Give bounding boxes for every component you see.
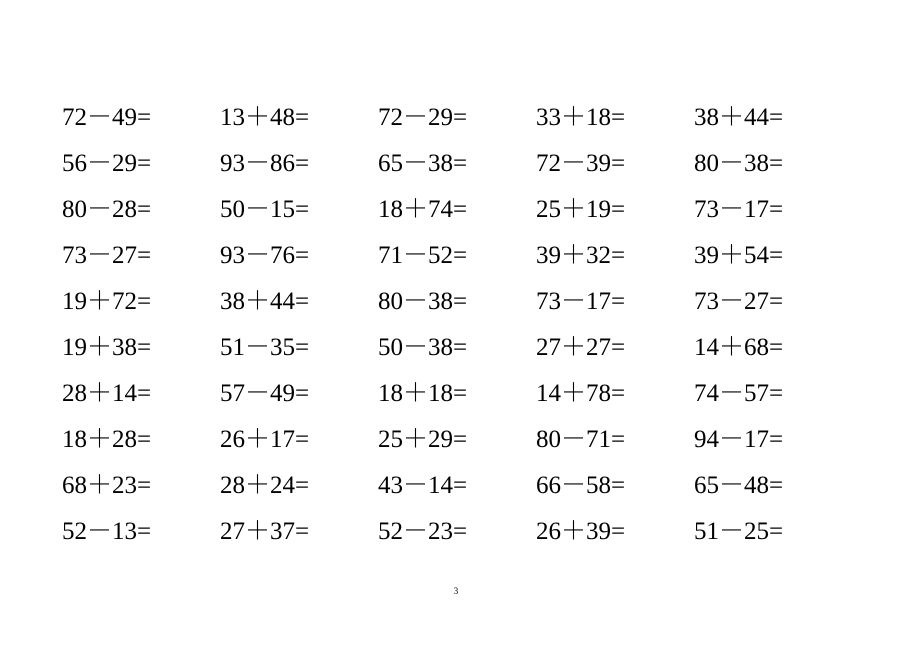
math-problem: 39＋54= (694, 242, 784, 269)
math-problem: 80－38= (694, 150, 784, 177)
math-problem: 18＋18= (378, 380, 468, 407)
math-problem: 14＋68= (694, 334, 784, 361)
math-problem: 74－57= (694, 380, 784, 407)
math-problem: 68＋23= (62, 472, 152, 499)
arithmetic-worksheet (62, 95, 862, 555)
math-problem: 28＋24= (220, 472, 310, 499)
math-problem: 27＋27= (536, 334, 626, 361)
math-problem: 39＋32= (536, 242, 626, 269)
math-problem: 14＋78= (536, 380, 626, 407)
problem-row (62, 371, 862, 417)
math-problem: 57－49= (220, 380, 310, 407)
math-problem: 65－38= (378, 150, 468, 177)
math-problem: 33＋18= (536, 104, 626, 131)
math-problem: 52－13= (62, 518, 152, 545)
math-problem: 80－71= (536, 426, 626, 453)
math-problem: 80－38= (378, 288, 468, 315)
math-problem: 43－14= (378, 472, 468, 499)
math-problem: 93－86= (220, 150, 310, 177)
math-problem: 93－76= (220, 242, 310, 269)
math-problem: 56－29= (62, 150, 152, 177)
math-problem: 50－15= (220, 196, 310, 223)
problem-row (62, 187, 862, 233)
math-problem: 52－23= (378, 518, 468, 545)
math-problem: 51－25= (694, 518, 784, 545)
math-problem: 80－28= (62, 196, 152, 223)
problem-row (62, 417, 862, 463)
math-problem: 94－17= (694, 426, 784, 453)
math-problem: 38＋44= (220, 288, 310, 315)
math-problem: 19＋38= (62, 334, 152, 361)
problem-row (62, 233, 862, 279)
page-number: 3 (453, 586, 459, 596)
math-problem: 27＋37= (220, 518, 310, 545)
math-problem: 72－49= (62, 104, 152, 131)
math-problem: 18＋28= (62, 426, 152, 453)
problem-row (62, 463, 862, 509)
math-problem: 73－27= (694, 288, 784, 315)
math-problem: 73－17= (694, 196, 784, 223)
math-problem: 25＋19= (536, 196, 626, 223)
math-problem: 71－52= (378, 242, 468, 269)
math-problem: 26＋17= (220, 426, 310, 453)
problem-row (62, 141, 862, 187)
math-problem: 65－48= (694, 472, 784, 499)
math-problem: 66－58= (536, 472, 626, 499)
math-problem: 38＋44= (694, 104, 784, 131)
math-problem: 72－39= (536, 150, 626, 177)
problem-row (62, 279, 862, 325)
math-problem: 50－38= (378, 334, 468, 361)
math-problem: 13＋48= (220, 104, 310, 131)
math-problem: 73－17= (536, 288, 626, 315)
math-problem: 19＋72= (62, 288, 152, 315)
math-problem: 26＋39= (536, 518, 626, 545)
math-problem: 18＋74= (378, 196, 468, 223)
math-problem: 73－27= (62, 242, 152, 269)
math-problem: 72－29= (378, 104, 468, 131)
math-problem: 28＋14= (62, 380, 152, 407)
problem-row (62, 325, 862, 371)
problem-row (62, 509, 862, 555)
math-problem: 51－35= (220, 334, 310, 361)
problem-row (62, 95, 862, 141)
math-problem: 25＋29= (378, 426, 468, 453)
